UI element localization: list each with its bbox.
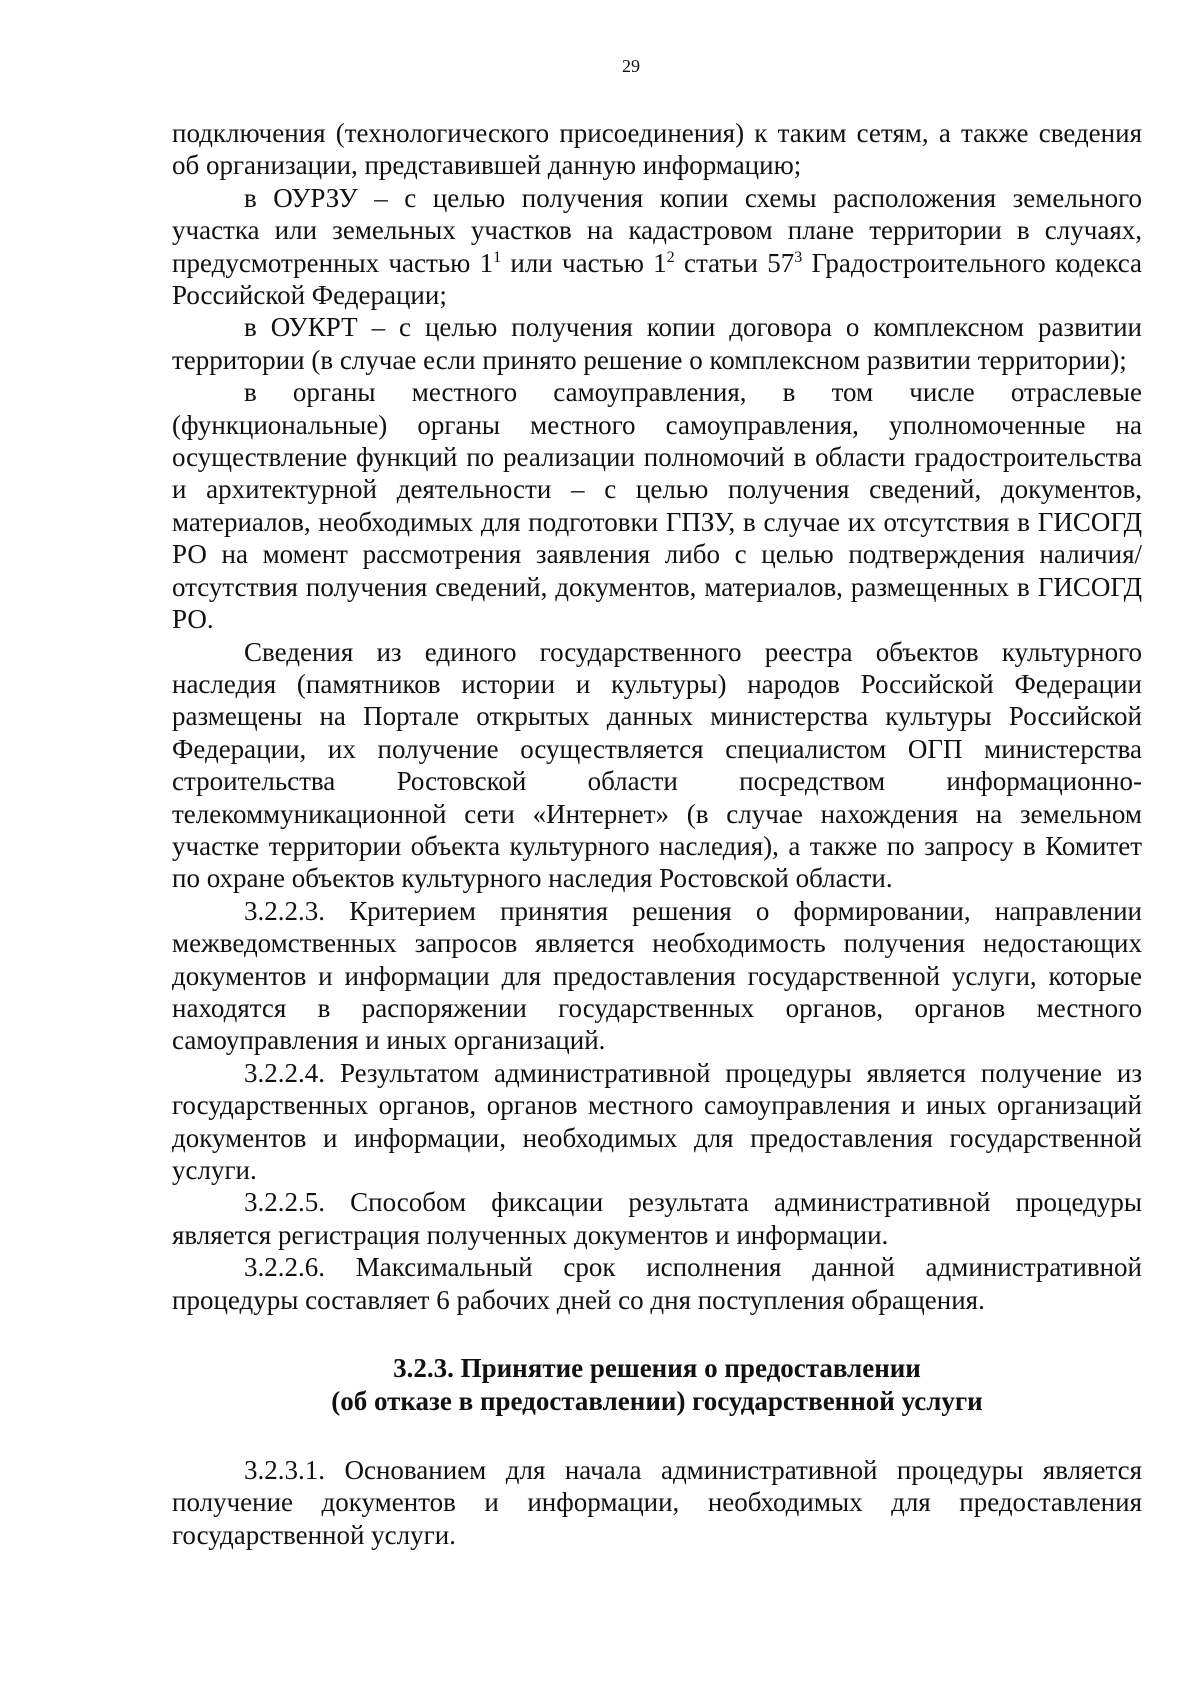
paragraph: 3.2.2.6. Максимальный срок исполнения данной административной процедуры составляет 6 рабочих дней со дня поступления обращения. (172, 1252, 1142, 1315)
paragraph-text: статьи 57 (674, 247, 795, 278)
paragraph: подключения (технологического присоединения) к таким сетям, а также сведения об организации, представившей данную информацию; (172, 118, 1142, 181)
paragraph: 3.2.2.4. Результатом административной процедуры является получение из государственных органов, органов местного самоуправления и иных организаций документов и информации, необходимых для предоставления государственной услуги. (172, 1057, 1142, 1185)
paragraph: 3.2.2.5. Способом фиксации результата административной процедуры является регистрация полученных документов и информации. (172, 1187, 1142, 1250)
paragraph: в органы местного самоуправления, в том числе отраслевые (функциональные) органы местного самоуправления, уполномоченные на осуществление функций по реализации полномочий в области градостроительства и архитектурной деятельности – с целью получения сведений, документов, материалов, необходимых для подготовки ГПЗУ, в случае их отсутствия в ГИСОГД РО на момент рассмотрения заявления либо с целью подтверждения наличия/отсутствия получения сведений, документов, материалов, размещенных в ГИСОГД РО. (172, 377, 1142, 635)
document-body (172, 117, 1142, 1551)
section-heading-line: 3.2.3. Принятие решения о предоставлении (393, 1353, 921, 1384)
paragraph: в ОУКРТ – с целью получения копии договора о комплексном развитии территории (в случае если принято решение о комплексном развитии территории); (172, 312, 1142, 375)
paragraph: Сведения из единого государственного реестра объектов культурного наследия (памятников истории и культуры) народов Российской Федерации размещены на Портале открытых данных министерства культуры Российской Федерации, их получение осуществляется специалистом ОГП министерства строительства Ростовской области посредством информационно-телекоммуникационной сети «Интернет» (в случае нахождения на земельном участке территории объекта культурного наследия), а также по запросу в Комитет по охране объектов культурного наследия Ростовской области. (172, 636, 1142, 894)
paragraph-ourzu (172, 182, 1142, 312)
paragraph-text: Градостроительного кодекса Российской Федерации; (172, 247, 1143, 311)
paragraph-text: в ОУРЗУ – с целью получения копии схемы расположения земельного участка или земельных участков на кадастровом плане территории в случаях, предусмотренных частью 1 (172, 182, 1142, 278)
superscript: 1 (493, 248, 502, 266)
paragraph: 3.2.3.1. Основанием для начала административной процедуры является получение документов и информации, необходимых для предоставления государственной услуги. (172, 1455, 1142, 1550)
superscript: 2 (666, 248, 675, 266)
superscript: 3 (794, 248, 803, 266)
paragraph: 3.2.2.3. Критерием принятия решения о формировании, направлении межведомственных запросов является необходимость получения недостающих документов и информации для предоставления государственной услуги, которые находятся в распоряжении государственных органов, органов местного самоуправления и иных организаций. (172, 895, 1142, 1056)
section-heading (172, 1352, 1142, 1418)
section-heading-line: (об отказе в предоставлении) государственной услуги (331, 1386, 983, 1417)
page-number: 29 (622, 56, 640, 76)
paragraph-text: или частью 1 (501, 247, 667, 278)
